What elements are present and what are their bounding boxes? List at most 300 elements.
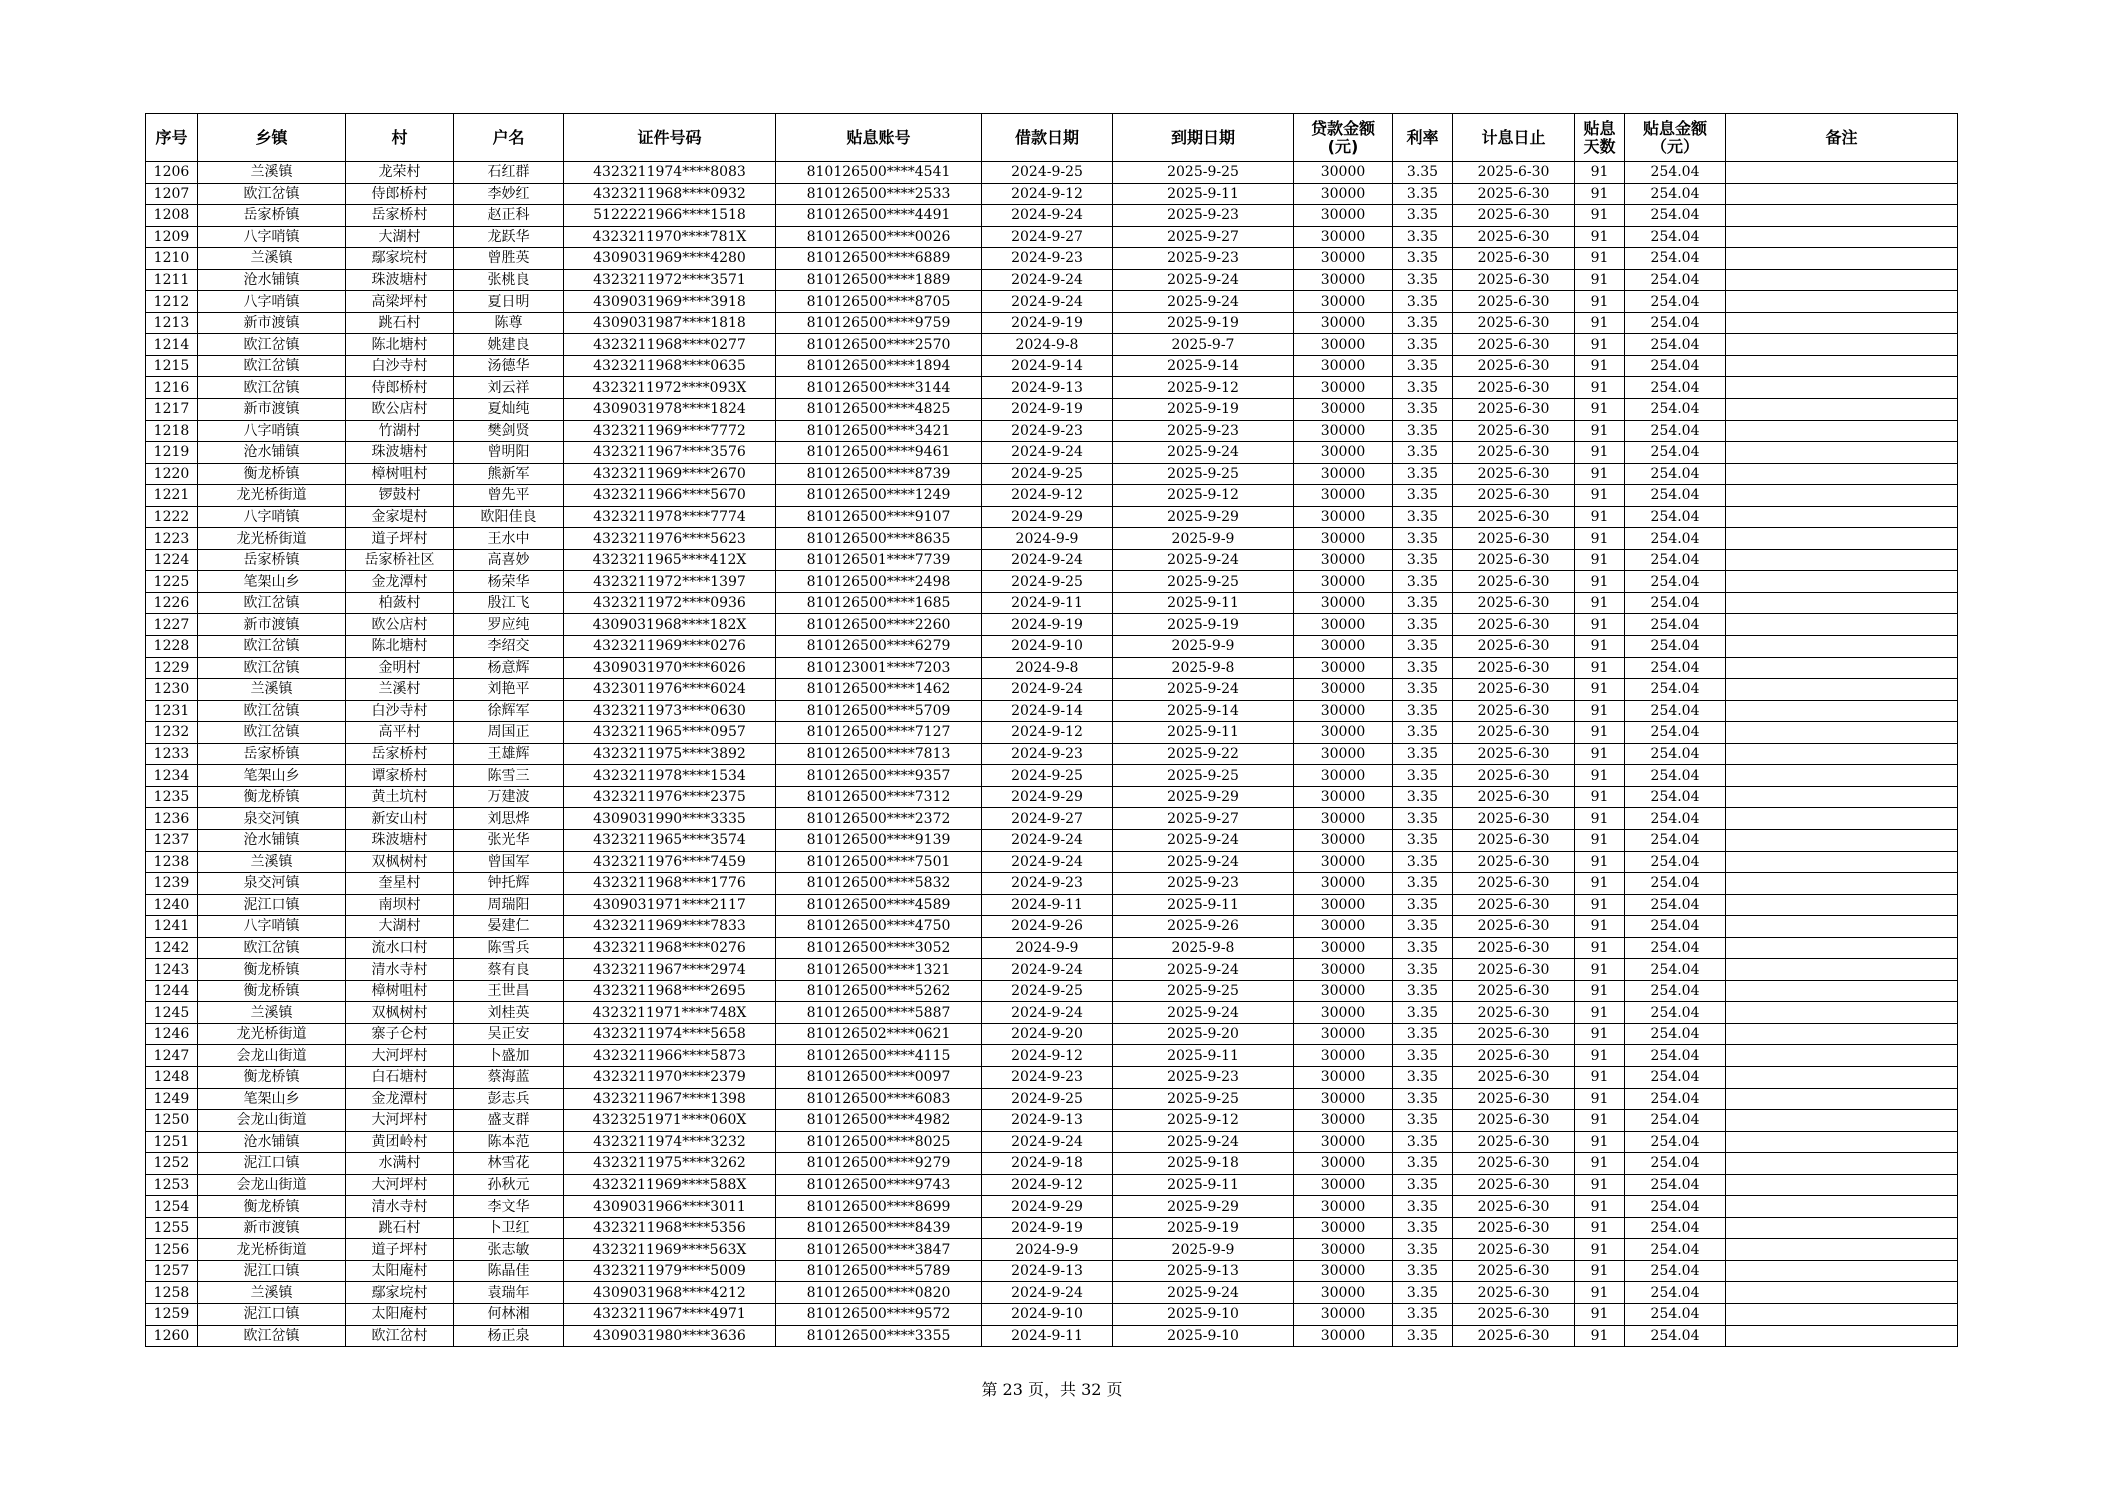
cell-col-name: 曾明阳: [454, 442, 564, 464]
cell-col-interest-end: 2025-6-30: [1453, 808, 1575, 830]
cell-col-loan-amount: 30000: [1294, 1153, 1393, 1175]
cell-col-village: 陈北塘村: [346, 334, 454, 356]
cell-col-account: 810126500****9357: [776, 765, 982, 787]
cell-col-id-number: 4323211969****7833: [564, 916, 776, 938]
cell-col-remarks: [1726, 657, 1958, 679]
cell-col-loan-date: 2024-9-12: [982, 485, 1113, 507]
cell-col-loan-date: 2024-9-23: [982, 1066, 1113, 1088]
cell-col-interest-end: 2025-6-30: [1453, 722, 1575, 744]
cell-col-id-number: 4323211971****748X: [564, 1002, 776, 1024]
cell-col-account: 810126500****4982: [776, 1110, 982, 1132]
cell-col-rate: 3.35: [1393, 183, 1453, 205]
cell-col-remarks: [1726, 1045, 1958, 1067]
cell-col-name: 蔡有良: [454, 959, 564, 981]
cell-col-remarks: [1726, 980, 1958, 1002]
cell-col-loan-date: 2024-9-24: [982, 1282, 1113, 1304]
cell-col-name: 刘思烨: [454, 808, 564, 830]
table-row: [146, 614, 1958, 636]
cell-col-id-number: 4323211976****7459: [564, 851, 776, 873]
cell-col-loan-amount: 30000: [1294, 571, 1393, 593]
cell-col-name: 晏建仁: [454, 916, 564, 938]
cell-col-account: 810126500****9107: [776, 506, 982, 528]
cell-col-due-date: 2025-9-9: [1113, 1239, 1294, 1261]
cell-col-village: 寨子仑村: [346, 1023, 454, 1045]
cell-col-interest-end: 2025-6-30: [1453, 1023, 1575, 1045]
cell-col-due-date: 2025-9-24: [1113, 851, 1294, 873]
cell-col-account: 810126500****8705: [776, 291, 982, 313]
cell-col-days: 91: [1575, 959, 1625, 981]
cell-col-loan-date: 2024-9-18: [982, 1153, 1113, 1175]
cell-col-name: 赵正科: [454, 205, 564, 227]
cell-col-due-date: 2025-9-24: [1113, 442, 1294, 464]
cell-col-town: 欧江岔镇: [198, 700, 346, 722]
cell-col-index: 1255: [146, 1217, 198, 1239]
cell-col-due-date: 2025-9-24: [1113, 829, 1294, 851]
cell-col-due-date: 2025-9-11: [1113, 183, 1294, 205]
cell-col-name: 刘云祥: [454, 377, 564, 399]
cell-col-village: 欧公店村: [346, 614, 454, 636]
cell-col-loan-date: 2024-9-12: [982, 1174, 1113, 1196]
cell-col-rate: 3.35: [1393, 399, 1453, 421]
cell-col-village: 樟树咀村: [346, 980, 454, 1002]
cell-col-remarks: [1726, 442, 1958, 464]
cell-col-index: 1241: [146, 916, 198, 938]
cell-col-rate: 3.35: [1393, 205, 1453, 227]
cell-col-due-date: 2025-9-11: [1113, 1174, 1294, 1196]
cell-col-loan-amount: 30000: [1294, 937, 1393, 959]
cell-col-id-number: 4323211967****3576: [564, 442, 776, 464]
table-row: [146, 679, 1958, 701]
header-col-rate: 利率: [1393, 114, 1453, 162]
cell-col-days: 91: [1575, 269, 1625, 291]
cell-col-subsidy-amount: 254.04: [1625, 916, 1726, 938]
cell-col-due-date: 2025-9-20: [1113, 1023, 1294, 1045]
cell-col-interest-end: 2025-6-30: [1453, 980, 1575, 1002]
cell-col-rate: 3.35: [1393, 420, 1453, 442]
cell-col-town: 兰溪镇: [198, 162, 346, 184]
table-row: [146, 355, 1958, 377]
cell-col-index: 1260: [146, 1325, 198, 1347]
cell-col-rate: 3.35: [1393, 679, 1453, 701]
cell-col-remarks: [1726, 334, 1958, 356]
cell-col-index: 1224: [146, 549, 198, 571]
cell-col-due-date: 2025-9-24: [1113, 549, 1294, 571]
cell-col-days: 91: [1575, 549, 1625, 571]
cell-col-loan-date: 2024-9-27: [982, 808, 1113, 830]
cell-col-rate: 3.35: [1393, 700, 1453, 722]
cell-col-rate: 3.35: [1393, 916, 1453, 938]
table-row: [146, 248, 1958, 270]
cell-col-name: 姚建良: [454, 334, 564, 356]
cell-col-loan-date: 2024-9-24: [982, 851, 1113, 873]
cell-col-village: 大河坪村: [346, 1174, 454, 1196]
cell-col-interest-end: 2025-6-30: [1453, 205, 1575, 227]
cell-col-interest-end: 2025-6-30: [1453, 1196, 1575, 1218]
cell-col-loan-amount: 30000: [1294, 829, 1393, 851]
cell-col-village: 珠波塘村: [346, 829, 454, 851]
cell-col-index: 1226: [146, 592, 198, 614]
cell-col-name: 杨正泉: [454, 1325, 564, 1347]
cell-col-rate: 3.35: [1393, 959, 1453, 981]
cell-col-rate: 3.35: [1393, 743, 1453, 765]
cell-col-loan-date: 2024-9-12: [982, 183, 1113, 205]
cell-col-town: 欧江岔镇: [198, 722, 346, 744]
cell-col-village: 双枫树村: [346, 1002, 454, 1024]
cell-col-index: 1213: [146, 312, 198, 334]
cell-col-account: 810126500****2260: [776, 614, 982, 636]
cell-col-rate: 3.35: [1393, 442, 1453, 464]
cell-col-rate: 3.35: [1393, 722, 1453, 744]
table-row: [146, 162, 1958, 184]
cell-col-index: 1217: [146, 399, 198, 421]
cell-col-remarks: [1726, 1131, 1958, 1153]
cell-col-rate: 3.35: [1393, 1002, 1453, 1024]
cell-col-town: 兰溪镇: [198, 1282, 346, 1304]
cell-col-rate: 3.35: [1393, 1196, 1453, 1218]
table-header: [146, 114, 1958, 162]
cell-col-due-date: 2025-9-24: [1113, 1002, 1294, 1024]
cell-col-interest-end: 2025-6-30: [1453, 873, 1575, 895]
cell-col-town: 欧江岔镇: [198, 657, 346, 679]
cell-col-account: 810126500****0026: [776, 226, 982, 248]
cell-col-loan-amount: 30000: [1294, 765, 1393, 787]
cell-col-name: 盛支群: [454, 1110, 564, 1132]
cell-col-id-number: 4323211972****0936: [564, 592, 776, 614]
cell-col-account: 810126500****4750: [776, 916, 982, 938]
cell-col-days: 91: [1575, 1217, 1625, 1239]
cell-col-due-date: 2025-9-12: [1113, 485, 1294, 507]
cell-col-interest-end: 2025-6-30: [1453, 1174, 1575, 1196]
cell-col-interest-end: 2025-6-30: [1453, 334, 1575, 356]
cell-col-account: 810126500****1889: [776, 269, 982, 291]
cell-col-town: 八字哨镇: [198, 420, 346, 442]
cell-col-remarks: [1726, 420, 1958, 442]
cell-col-loan-amount: 30000: [1294, 959, 1393, 981]
cell-col-account: 810123001****7203: [776, 657, 982, 679]
cell-col-loan-date: 2024-9-24: [982, 269, 1113, 291]
cell-col-town: 欧江岔镇: [198, 592, 346, 614]
cell-col-days: 91: [1575, 1153, 1625, 1175]
cell-col-name: 徐辉军: [454, 700, 564, 722]
cell-col-index: 1250: [146, 1110, 198, 1132]
table-row: [146, 743, 1958, 765]
cell-col-due-date: 2025-9-9: [1113, 528, 1294, 550]
table-row: [146, 442, 1958, 464]
cell-col-subsidy-amount: 254.04: [1625, 1239, 1726, 1261]
table-row: [146, 1110, 1958, 1132]
cell-col-loan-date: 2024-9-19: [982, 312, 1113, 334]
cell-col-village: 龙荣村: [346, 162, 454, 184]
cell-col-subsidy-amount: 254.04: [1625, 334, 1726, 356]
cell-col-days: 91: [1575, 679, 1625, 701]
cell-col-village: 竹湖村: [346, 420, 454, 442]
cell-col-name: 王水中: [454, 528, 564, 550]
cell-col-village: 双枫树村: [346, 851, 454, 873]
cell-col-village: 高梁坪村: [346, 291, 454, 313]
cell-col-id-number: 4323211978****7774: [564, 506, 776, 528]
cell-col-village: 金龙潭村: [346, 571, 454, 593]
cell-col-loan-amount: 30000: [1294, 1023, 1393, 1045]
cell-col-days: 91: [1575, 205, 1625, 227]
cell-col-interest-end: 2025-6-30: [1453, 959, 1575, 981]
cell-col-village: 谭家桥村: [346, 765, 454, 787]
cell-col-loan-amount: 30000: [1294, 420, 1393, 442]
cell-col-loan-amount: 30000: [1294, 1196, 1393, 1218]
cell-col-town: 笔架山乡: [198, 1088, 346, 1110]
cell-col-remarks: [1726, 269, 1958, 291]
cell-col-name: 汤德华: [454, 355, 564, 377]
cell-col-account: 810126500****5709: [776, 700, 982, 722]
cell-col-town: 八字哨镇: [198, 506, 346, 528]
table-row: [146, 980, 1958, 1002]
cell-col-remarks: [1726, 959, 1958, 981]
cell-col-loan-amount: 30000: [1294, 528, 1393, 550]
cell-col-interest-end: 2025-6-30: [1453, 894, 1575, 916]
cell-col-index: 1215: [146, 355, 198, 377]
cell-col-town: 新市渡镇: [198, 312, 346, 334]
cell-col-town: 兰溪镇: [198, 679, 346, 701]
cell-col-index: 1210: [146, 248, 198, 270]
cell-col-town: 笔架山乡: [198, 571, 346, 593]
cell-col-town: 衡龙桥镇: [198, 786, 346, 808]
cell-col-rate: 3.35: [1393, 765, 1453, 787]
table-row: [146, 1282, 1958, 1304]
cell-col-days: 91: [1575, 571, 1625, 593]
cell-col-days: 91: [1575, 1239, 1625, 1261]
cell-col-account: 810126500****0820: [776, 1282, 982, 1304]
cell-col-remarks: [1726, 1153, 1958, 1175]
cell-col-loan-amount: 30000: [1294, 312, 1393, 334]
cell-col-index: 1231: [146, 700, 198, 722]
cell-col-index: 1248: [146, 1066, 198, 1088]
cell-col-loan-amount: 30000: [1294, 506, 1393, 528]
cell-col-town: 泥江口镇: [198, 1153, 346, 1175]
cell-col-subsidy-amount: 254.04: [1625, 291, 1726, 313]
cell-col-due-date: 2025-9-23: [1113, 248, 1294, 270]
cell-col-subsidy-amount: 254.04: [1625, 743, 1726, 765]
cell-col-due-date: 2025-9-25: [1113, 765, 1294, 787]
cell-col-id-number: 4323251971****060X: [564, 1110, 776, 1132]
cell-col-account: 810126500****1685: [776, 592, 982, 614]
cell-col-remarks: [1726, 1303, 1958, 1325]
cell-col-due-date: 2025-9-14: [1113, 700, 1294, 722]
cell-col-rate: 3.35: [1393, 1260, 1453, 1282]
cell-col-rate: 3.35: [1393, 786, 1453, 808]
cell-col-id-number: 4323211974****3232: [564, 1131, 776, 1153]
cell-col-village: 陈北塘村: [346, 636, 454, 658]
cell-col-town: 沧水铺镇: [198, 442, 346, 464]
cell-col-account: 810126500****5789: [776, 1260, 982, 1282]
cell-col-loan-date: 2024-9-25: [982, 162, 1113, 184]
cell-col-due-date: 2025-9-25: [1113, 162, 1294, 184]
cell-col-remarks: [1726, 829, 1958, 851]
cell-col-subsidy-amount: 254.04: [1625, 485, 1726, 507]
cell-col-interest-end: 2025-6-30: [1453, 1153, 1575, 1175]
cell-col-subsidy-amount: 254.04: [1625, 183, 1726, 205]
header-col-account: 贴息账号: [776, 114, 982, 162]
cell-col-loan-amount: 30000: [1294, 1066, 1393, 1088]
cell-col-remarks: [1726, 377, 1958, 399]
cell-col-remarks: [1726, 916, 1958, 938]
cell-col-name: 石红群: [454, 162, 564, 184]
cell-col-due-date: 2025-9-11: [1113, 894, 1294, 916]
cell-col-interest-end: 2025-6-30: [1453, 1045, 1575, 1067]
cell-col-index: 1216: [146, 377, 198, 399]
cell-col-loan-amount: 30000: [1294, 248, 1393, 270]
cell-col-id-number: 4323211975****3262: [564, 1153, 776, 1175]
cell-col-subsidy-amount: 254.04: [1625, 571, 1726, 593]
cell-col-town: 衡龙桥镇: [198, 1066, 346, 1088]
cell-col-loan-date: 2024-9-29: [982, 786, 1113, 808]
cell-col-subsidy-amount: 254.04: [1625, 657, 1726, 679]
cell-col-town: 泉交河镇: [198, 873, 346, 895]
cell-col-loan-date: 2024-9-29: [982, 506, 1113, 528]
cell-col-subsidy-amount: 254.04: [1625, 1196, 1726, 1218]
cell-col-index: 1243: [146, 959, 198, 981]
cell-col-id-number: 4323211968****0635: [564, 355, 776, 377]
cell-col-village: 金明村: [346, 657, 454, 679]
cell-col-subsidy-amount: 254.04: [1625, 894, 1726, 916]
cell-col-village: 白石塘村: [346, 1066, 454, 1088]
cell-col-subsidy-amount: 254.04: [1625, 1217, 1726, 1239]
cell-col-due-date: 2025-9-25: [1113, 1088, 1294, 1110]
cell-col-id-number: 4323211972****3571: [564, 269, 776, 291]
cell-col-name: 王世昌: [454, 980, 564, 1002]
cell-col-rate: 3.35: [1393, 1110, 1453, 1132]
cell-col-interest-end: 2025-6-30: [1453, 1131, 1575, 1153]
cell-col-interest-end: 2025-6-30: [1453, 183, 1575, 205]
cell-col-village: 岳家桥村: [346, 205, 454, 227]
cell-col-loan-amount: 30000: [1294, 916, 1393, 938]
cell-col-loan-date: 2024-9-23: [982, 743, 1113, 765]
cell-col-name: 周国正: [454, 722, 564, 744]
cell-col-remarks: [1726, 183, 1958, 205]
cell-col-interest-end: 2025-6-30: [1453, 1282, 1575, 1304]
cell-col-interest-end: 2025-6-30: [1453, 1239, 1575, 1261]
cell-col-remarks: [1726, 312, 1958, 334]
table-row: [146, 700, 1958, 722]
cell-col-rate: 3.35: [1393, 851, 1453, 873]
cell-col-remarks: [1726, 873, 1958, 895]
cell-col-index: 1218: [146, 420, 198, 442]
cell-col-name: 欧阳佳良: [454, 506, 564, 528]
cell-col-loan-date: 2024-9-8: [982, 334, 1113, 356]
cell-col-loan-amount: 30000: [1294, 1260, 1393, 1282]
cell-col-name: 李文华: [454, 1196, 564, 1218]
cell-col-village: 高平村: [346, 722, 454, 744]
cell-col-loan-date: 2024-9-24: [982, 679, 1113, 701]
cell-col-account: 810126501****7739: [776, 549, 982, 571]
cell-col-days: 91: [1575, 1303, 1625, 1325]
cell-col-days: 91: [1575, 1110, 1625, 1132]
cell-col-due-date: 2025-9-12: [1113, 1110, 1294, 1132]
cell-col-village: 锣鼓村: [346, 485, 454, 507]
cell-col-village: 水满村: [346, 1153, 454, 1175]
cell-col-index: 1219: [146, 442, 198, 464]
cell-col-loan-amount: 30000: [1294, 355, 1393, 377]
cell-col-due-date: 2025-9-24: [1113, 1282, 1294, 1304]
cell-col-id-number: 4309031980****3636: [564, 1325, 776, 1347]
cell-col-loan-amount: 30000: [1294, 700, 1393, 722]
cell-col-days: 91: [1575, 355, 1625, 377]
cell-col-loan-amount: 30000: [1294, 1325, 1393, 1347]
cell-col-account: 810126500****8025: [776, 1131, 982, 1153]
cell-col-index: 1206: [146, 162, 198, 184]
header-col-due-date: 到期日期: [1113, 114, 1294, 162]
cell-col-loan-amount: 30000: [1294, 657, 1393, 679]
cell-col-name: 罗应纯: [454, 614, 564, 636]
cell-col-account: 810126500****9279: [776, 1153, 982, 1175]
cell-col-interest-end: 2025-6-30: [1453, 1088, 1575, 1110]
cell-col-account: 810126500****2533: [776, 183, 982, 205]
cell-col-town: 衡龙桥镇: [198, 463, 346, 485]
cell-col-town: 龙光桥街道: [198, 485, 346, 507]
cell-col-name: 杨荣华: [454, 571, 564, 593]
cell-col-town: 欧江岔镇: [198, 377, 346, 399]
table-row: [146, 851, 1958, 873]
table-body: [146, 162, 1958, 1347]
table-row: [146, 1131, 1958, 1153]
cell-col-account: 810126500****1321: [776, 959, 982, 981]
cell-col-loan-amount: 30000: [1294, 1045, 1393, 1067]
cell-col-rate: 3.35: [1393, 291, 1453, 313]
cell-col-days: 91: [1575, 980, 1625, 1002]
cell-col-subsidy-amount: 254.04: [1625, 420, 1726, 442]
cell-col-remarks: [1726, 700, 1958, 722]
cell-col-loan-amount: 30000: [1294, 485, 1393, 507]
cell-col-interest-end: 2025-6-30: [1453, 786, 1575, 808]
cell-col-rate: 3.35: [1393, 463, 1453, 485]
cell-col-index: 1227: [146, 614, 198, 636]
cell-col-loan-amount: 30000: [1294, 463, 1393, 485]
cell-col-town: 会龙山街道: [198, 1110, 346, 1132]
cell-col-loan-date: 2024-9-19: [982, 1217, 1113, 1239]
cell-col-village: 大湖村: [346, 226, 454, 248]
cell-col-loan-amount: 30000: [1294, 851, 1393, 873]
cell-col-loan-date: 2024-9-13: [982, 1260, 1113, 1282]
cell-col-name: 卜盛加: [454, 1045, 564, 1067]
cell-col-remarks: [1726, 636, 1958, 658]
cell-col-loan-amount: 30000: [1294, 679, 1393, 701]
cell-col-interest-end: 2025-6-30: [1453, 248, 1575, 270]
cell-col-village: 道子坪村: [346, 1239, 454, 1261]
cell-col-town: 欧江岔镇: [198, 1325, 346, 1347]
cell-col-interest-end: 2025-6-30: [1453, 1066, 1575, 1088]
cell-col-interest-end: 2025-6-30: [1453, 1002, 1575, 1024]
cell-col-rate: 3.35: [1393, 829, 1453, 851]
cell-col-name: 袁瑞年: [454, 1282, 564, 1304]
cell-col-index: 1249: [146, 1088, 198, 1110]
cell-col-name: 殷江飞: [454, 592, 564, 614]
cell-col-index: 1222: [146, 506, 198, 528]
cell-col-remarks: [1726, 1282, 1958, 1304]
cell-col-remarks: [1726, 1325, 1958, 1347]
cell-col-days: 91: [1575, 183, 1625, 205]
cell-col-name: 陈雪三: [454, 765, 564, 787]
cell-col-id-number: 4323211973****0630: [564, 700, 776, 722]
cell-col-id-number: 4323211966****5670: [564, 485, 776, 507]
cell-col-due-date: 2025-9-25: [1113, 980, 1294, 1002]
cell-col-village: 大湖村: [346, 916, 454, 938]
cell-col-account: 810126500****3144: [776, 377, 982, 399]
cell-col-index: 1221: [146, 485, 198, 507]
cell-col-town: 新市渡镇: [198, 1217, 346, 1239]
cell-col-town: 八字哨镇: [198, 226, 346, 248]
cell-col-id-number: 4323211976****5623: [564, 528, 776, 550]
cell-col-loan-amount: 30000: [1294, 442, 1393, 464]
cell-col-village: 流水口村: [346, 937, 454, 959]
cell-col-loan-date: 2024-9-19: [982, 614, 1113, 636]
